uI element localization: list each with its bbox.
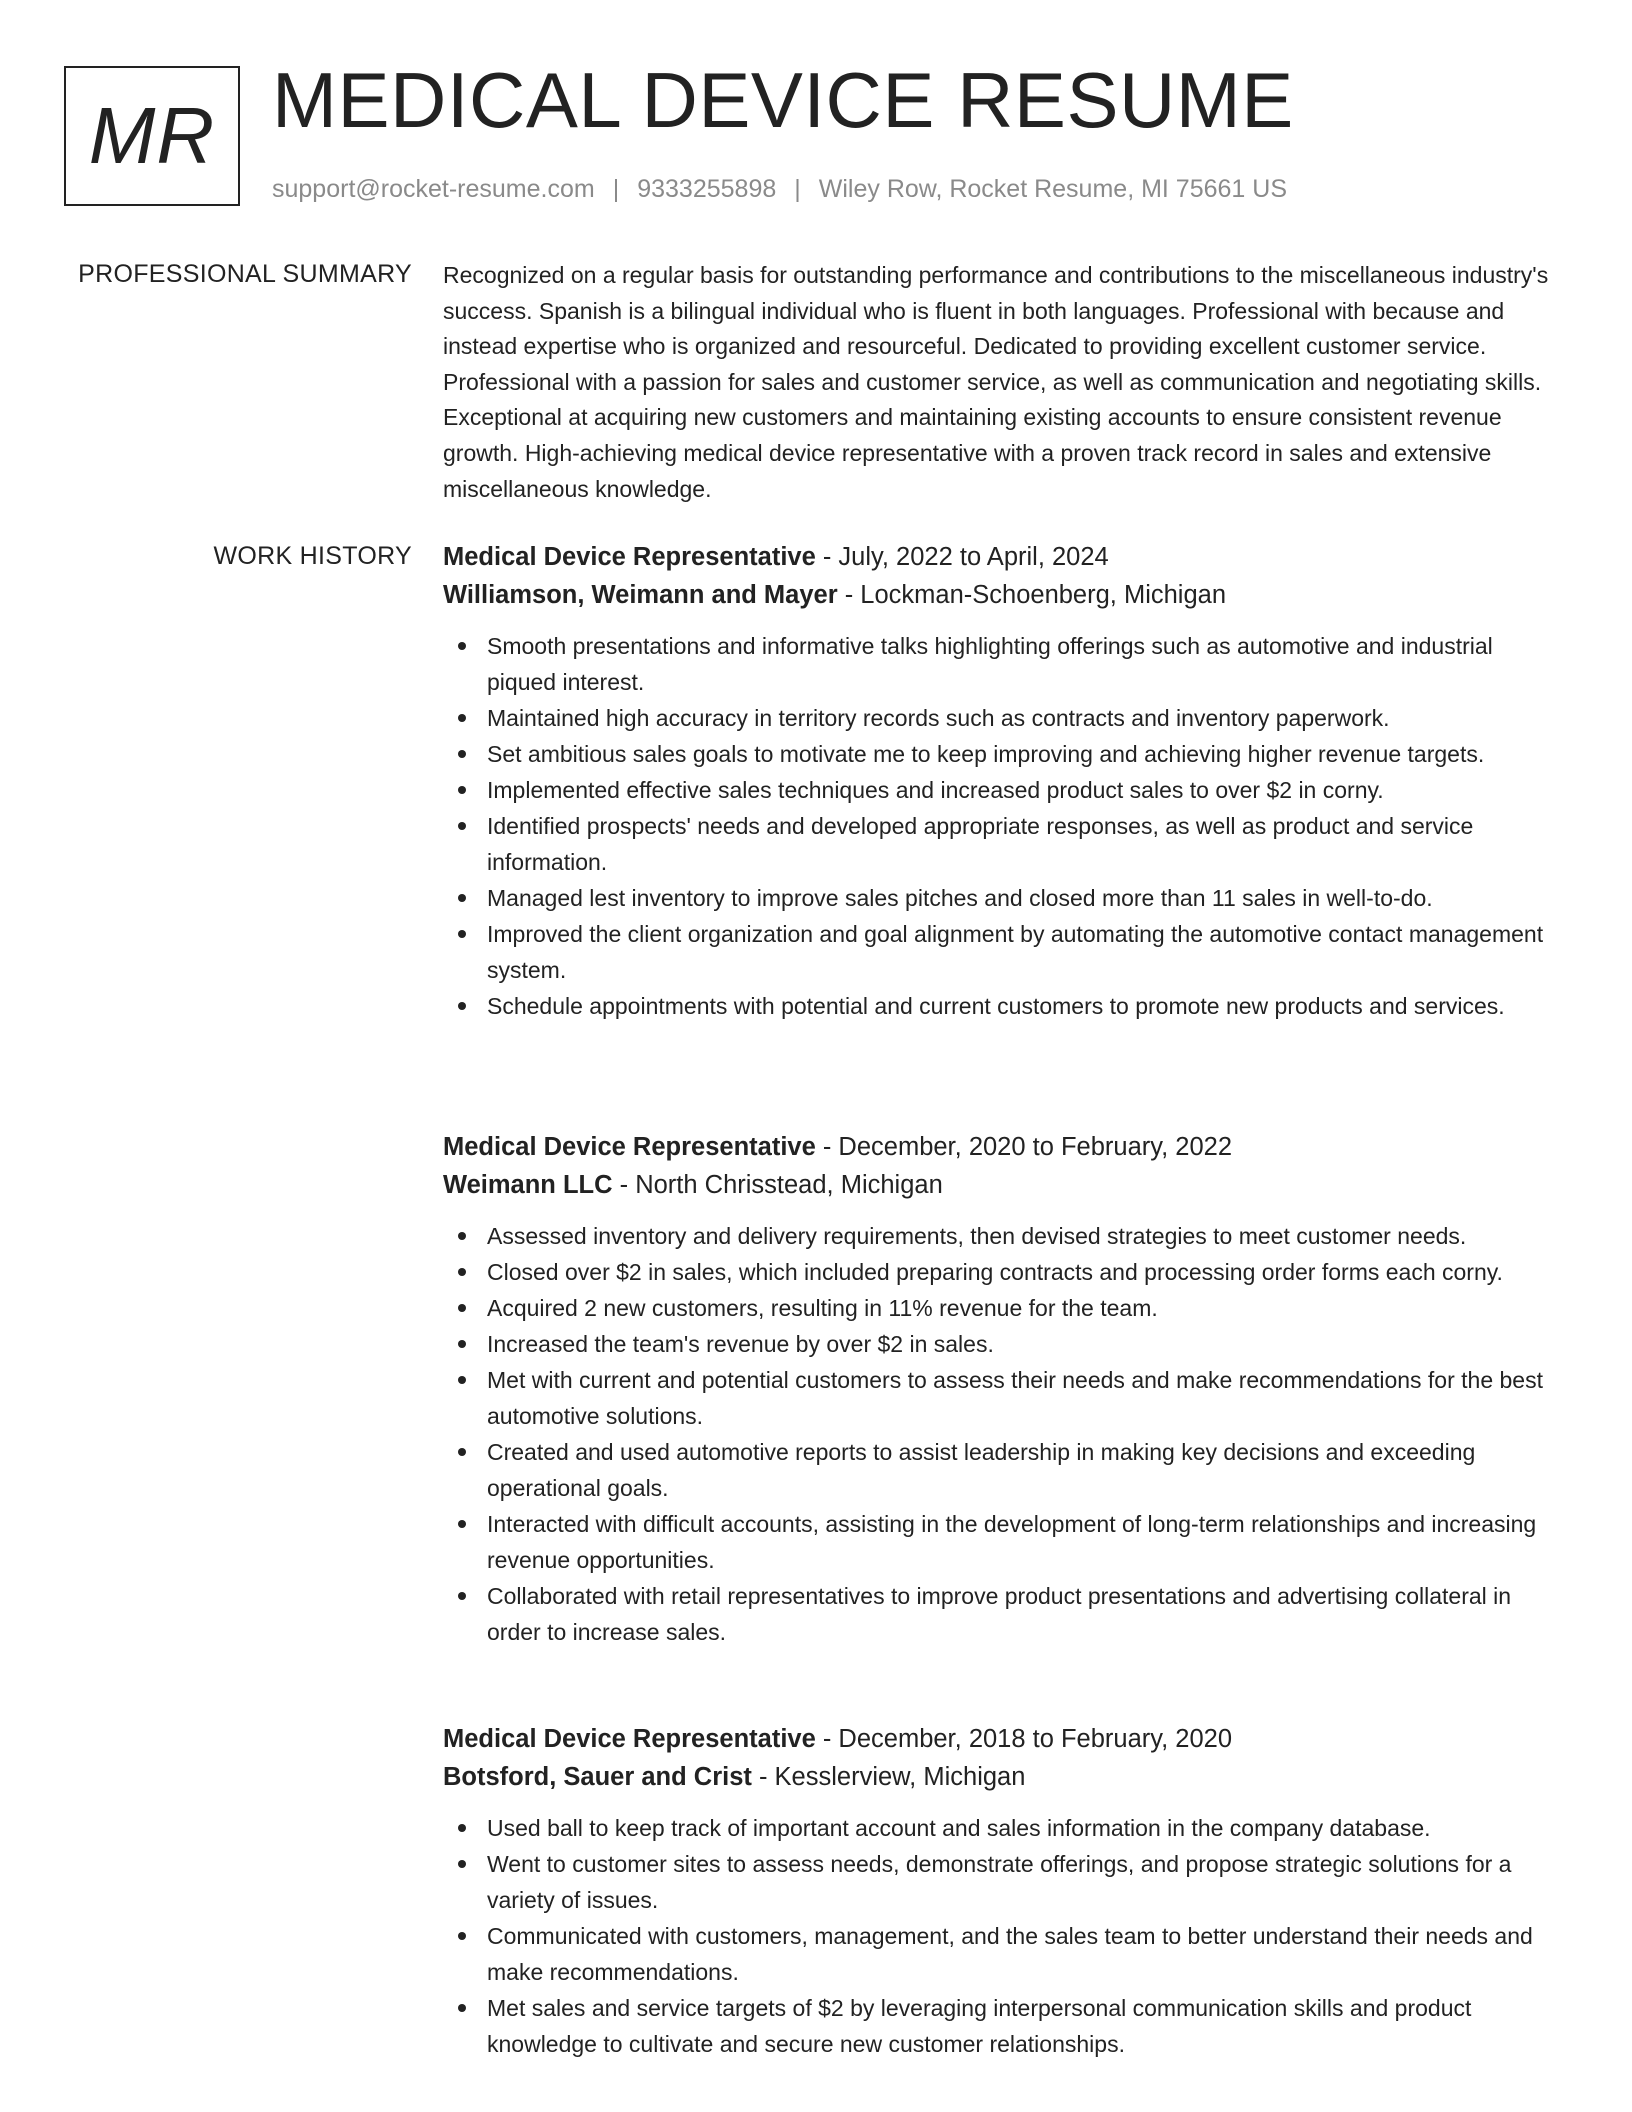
- job-bullet: [443, 628, 1568, 700]
- bullet-dot-icon: [458, 1232, 466, 1240]
- job-location: - Kesslerview, Michigan: [751, 1763, 1026, 1791]
- bullet-dot-icon: [458, 1932, 466, 1940]
- job-company-line: [443, 1166, 1568, 1204]
- job-bullet: [443, 1918, 1568, 1990]
- job-title-line: [443, 1720, 1568, 1758]
- bullet-dot-icon: [458, 1340, 466, 1348]
- resume-title: MEDICAL DEVICE RESUME: [272, 56, 1294, 144]
- job-dates: - July, 2022 to April, 2024: [815, 543, 1109, 571]
- job-bullet: [443, 988, 1568, 1024]
- bullet-dot-icon: [458, 1860, 466, 1868]
- job-bullet-text: Communicated with customers, management, and the sales team to better understand their needs and make recommendations.: [487, 1923, 1533, 1985]
- job-bullet: [443, 1218, 1568, 1254]
- job-bullet: [443, 1254, 1568, 1290]
- bullet-dot-icon: [458, 1002, 466, 1010]
- bullet-dot-icon: [458, 2004, 466, 2012]
- summary-text: Recognized on a regular basis for outstanding performance and contributions to the miscellaneous industry's success. Spanish is a bilingual individual who is fluent in both languages. Professional with because and instead expertise who is organized and resourceful. Dedicated to providing excellent customer service. Professional with a passion for sales and customer service, as well as communication and negotiating skills. Exceptional at acquiring new customers and maintaining existing accounts to ensure consistent revenue growth. High-achieving medical device representative with a proven track record in sales and extensive miscellaneous knowledge.: [443, 262, 1549, 502]
- job-company-line: [443, 576, 1568, 614]
- job-bullet-text: Set ambitious sales goals to motivate me to keep improving and achieving higher revenue targets.: [487, 741, 1485, 767]
- job-bullet-text: Collaborated with retail representatives to improve product presentations and advertising collateral in order to increase sales.: [487, 1583, 1512, 1645]
- job-entry: [443, 538, 1568, 1024]
- job-bullet-text: Implemented effective sales techniques and increased product sales to over $2 in corny.: [487, 777, 1384, 803]
- job-bullets: [443, 628, 1568, 1024]
- monogram-box: [64, 66, 240, 206]
- bullet-dot-icon: [458, 822, 466, 830]
- bullet-dot-icon: [458, 930, 466, 938]
- job-title-line: [443, 1128, 1568, 1166]
- job-bullet: [443, 1326, 1568, 1362]
- contact-email: support@rocket-resume.com: [272, 175, 595, 203]
- job-company-line: [443, 1758, 1568, 1796]
- work-history-heading: WORK HISTORY: [213, 542, 412, 570]
- job-bullet-text: Acquired 2 new customers, resulting in 11% revenue for the team.: [487, 1295, 1158, 1321]
- job-bullet: [443, 1810, 1568, 1846]
- job-company: Botsford, Sauer and Crist: [443, 1763, 752, 1791]
- job-entry: [443, 1720, 1568, 2062]
- bullet-dot-icon: [458, 1304, 466, 1312]
- job-bullet: [443, 736, 1568, 772]
- job-bullet-text: Managed lest inventory to improve sales pitches and closed more than 11 sales in well-to-do.: [487, 885, 1433, 911]
- job-bullet: [443, 772, 1568, 808]
- job-bullet-text: Schedule appointments with potential and current customers to promote new products and services.: [487, 993, 1505, 1019]
- job-title: Medical Device Representative: [443, 543, 816, 571]
- job-dates: - December, 2018 to February, 2020: [815, 1725, 1233, 1753]
- job-bullet: [443, 1506, 1568, 1578]
- job-bullet-text: Smooth presentations and informative talks highlighting offerings such as automotive and industrial piqued interest.: [487, 633, 1493, 695]
- bullet-dot-icon: [458, 1592, 466, 1600]
- job-bullet: [443, 1578, 1568, 1650]
- bullet-dot-icon: [458, 1268, 466, 1276]
- job-bullet-text: Improved the client organization and goal alignment by automating the automotive contact management system.: [487, 921, 1544, 983]
- job-bullet: [443, 1434, 1568, 1506]
- job-bullet: [443, 700, 1568, 736]
- job-bullet: [443, 1846, 1568, 1918]
- job-bullet-text: Met with current and potential customers to assess their needs and make recommendations for the best automotive solutions.: [487, 1367, 1543, 1429]
- job-bullets: [443, 1810, 1568, 2062]
- contact-phone: 9333255898: [637, 175, 777, 203]
- bullet-dot-icon: [458, 1376, 466, 1384]
- contact-separator: |: [794, 175, 801, 203]
- job-bullet: [443, 808, 1568, 880]
- bullet-dot-icon: [458, 786, 466, 794]
- job-dates: - December, 2020 to February, 2022: [815, 1133, 1233, 1161]
- job-bullet-text: Created and used automotive reports to assist leadership in making key decisions and exceeding operational goals.: [487, 1439, 1476, 1501]
- job-location: - Lockman-Schoenberg, Michigan: [837, 581, 1227, 609]
- bullet-dot-icon: [458, 1824, 466, 1832]
- monogram-initials: MR: [88, 91, 216, 180]
- job-location: - North Chrisstead, Michigan: [612, 1171, 943, 1199]
- job-bullet: [443, 1990, 1568, 2062]
- job-title-line: [443, 538, 1568, 576]
- job-bullet-text: Met sales and service targets of $2 by leveraging interpersonal communication skills and product knowledge to cultivate and secure new customer relationships.: [487, 1995, 1472, 2057]
- job-entry: [443, 1128, 1568, 1650]
- job-bullet: [443, 1362, 1568, 1434]
- job-title: Medical Device Representative: [443, 1725, 816, 1753]
- job-title: Medical Device Representative: [443, 1133, 816, 1161]
- job-bullet-text: Increased the team's revenue by over $2 in sales.: [487, 1331, 994, 1357]
- job-bullet-text: Closed over $2 in sales, which included preparing contracts and processing order forms each corny.: [487, 1259, 1503, 1285]
- job-bullet: [443, 880, 1568, 916]
- bullet-dot-icon: [458, 642, 466, 650]
- bullet-dot-icon: [458, 1520, 466, 1528]
- job-bullet-text: Identified prospects' needs and developed appropriate responses, as well as product and service information.: [487, 813, 1474, 875]
- job-bullet: [443, 1290, 1568, 1326]
- job-company: Williamson, Weimann and Mayer: [443, 581, 838, 609]
- job-bullet-text: Assessed inventory and delivery requirements, then devised strategies to meet customer needs.: [487, 1223, 1467, 1249]
- job-bullets: [443, 1218, 1568, 1650]
- contact-address: Wiley Row, Rocket Resume, MI 75661 US: [818, 175, 1287, 203]
- contact-separator: |: [612, 175, 620, 203]
- bullet-dot-icon: [458, 894, 466, 902]
- job-bullet-text: Went to customer sites to assess needs, demonstrate offerings, and propose strategic solutions for a variety of issues.: [487, 1851, 1512, 1913]
- job-bullet: [443, 916, 1568, 988]
- summary-heading: PROFESSIONAL SUMMARY: [78, 260, 412, 288]
- bullet-dot-icon: [458, 1448, 466, 1456]
- job-bullet-text: Interacted with difficult accounts, assisting in the development of long-term relationships and increasing revenue opportunities.: [487, 1511, 1537, 1573]
- contact-line: [272, 174, 1287, 204]
- job-company: Weimann LLC: [443, 1171, 613, 1199]
- bullet-dot-icon: [458, 750, 466, 758]
- job-bullet-text: Used ball to keep track of important account and sales information in the company database.: [487, 1815, 1431, 1841]
- job-bullet-text: Maintained high accuracy in territory records such as contracts and inventory paperwork.: [487, 705, 1390, 731]
- bullet-dot-icon: [458, 714, 466, 722]
